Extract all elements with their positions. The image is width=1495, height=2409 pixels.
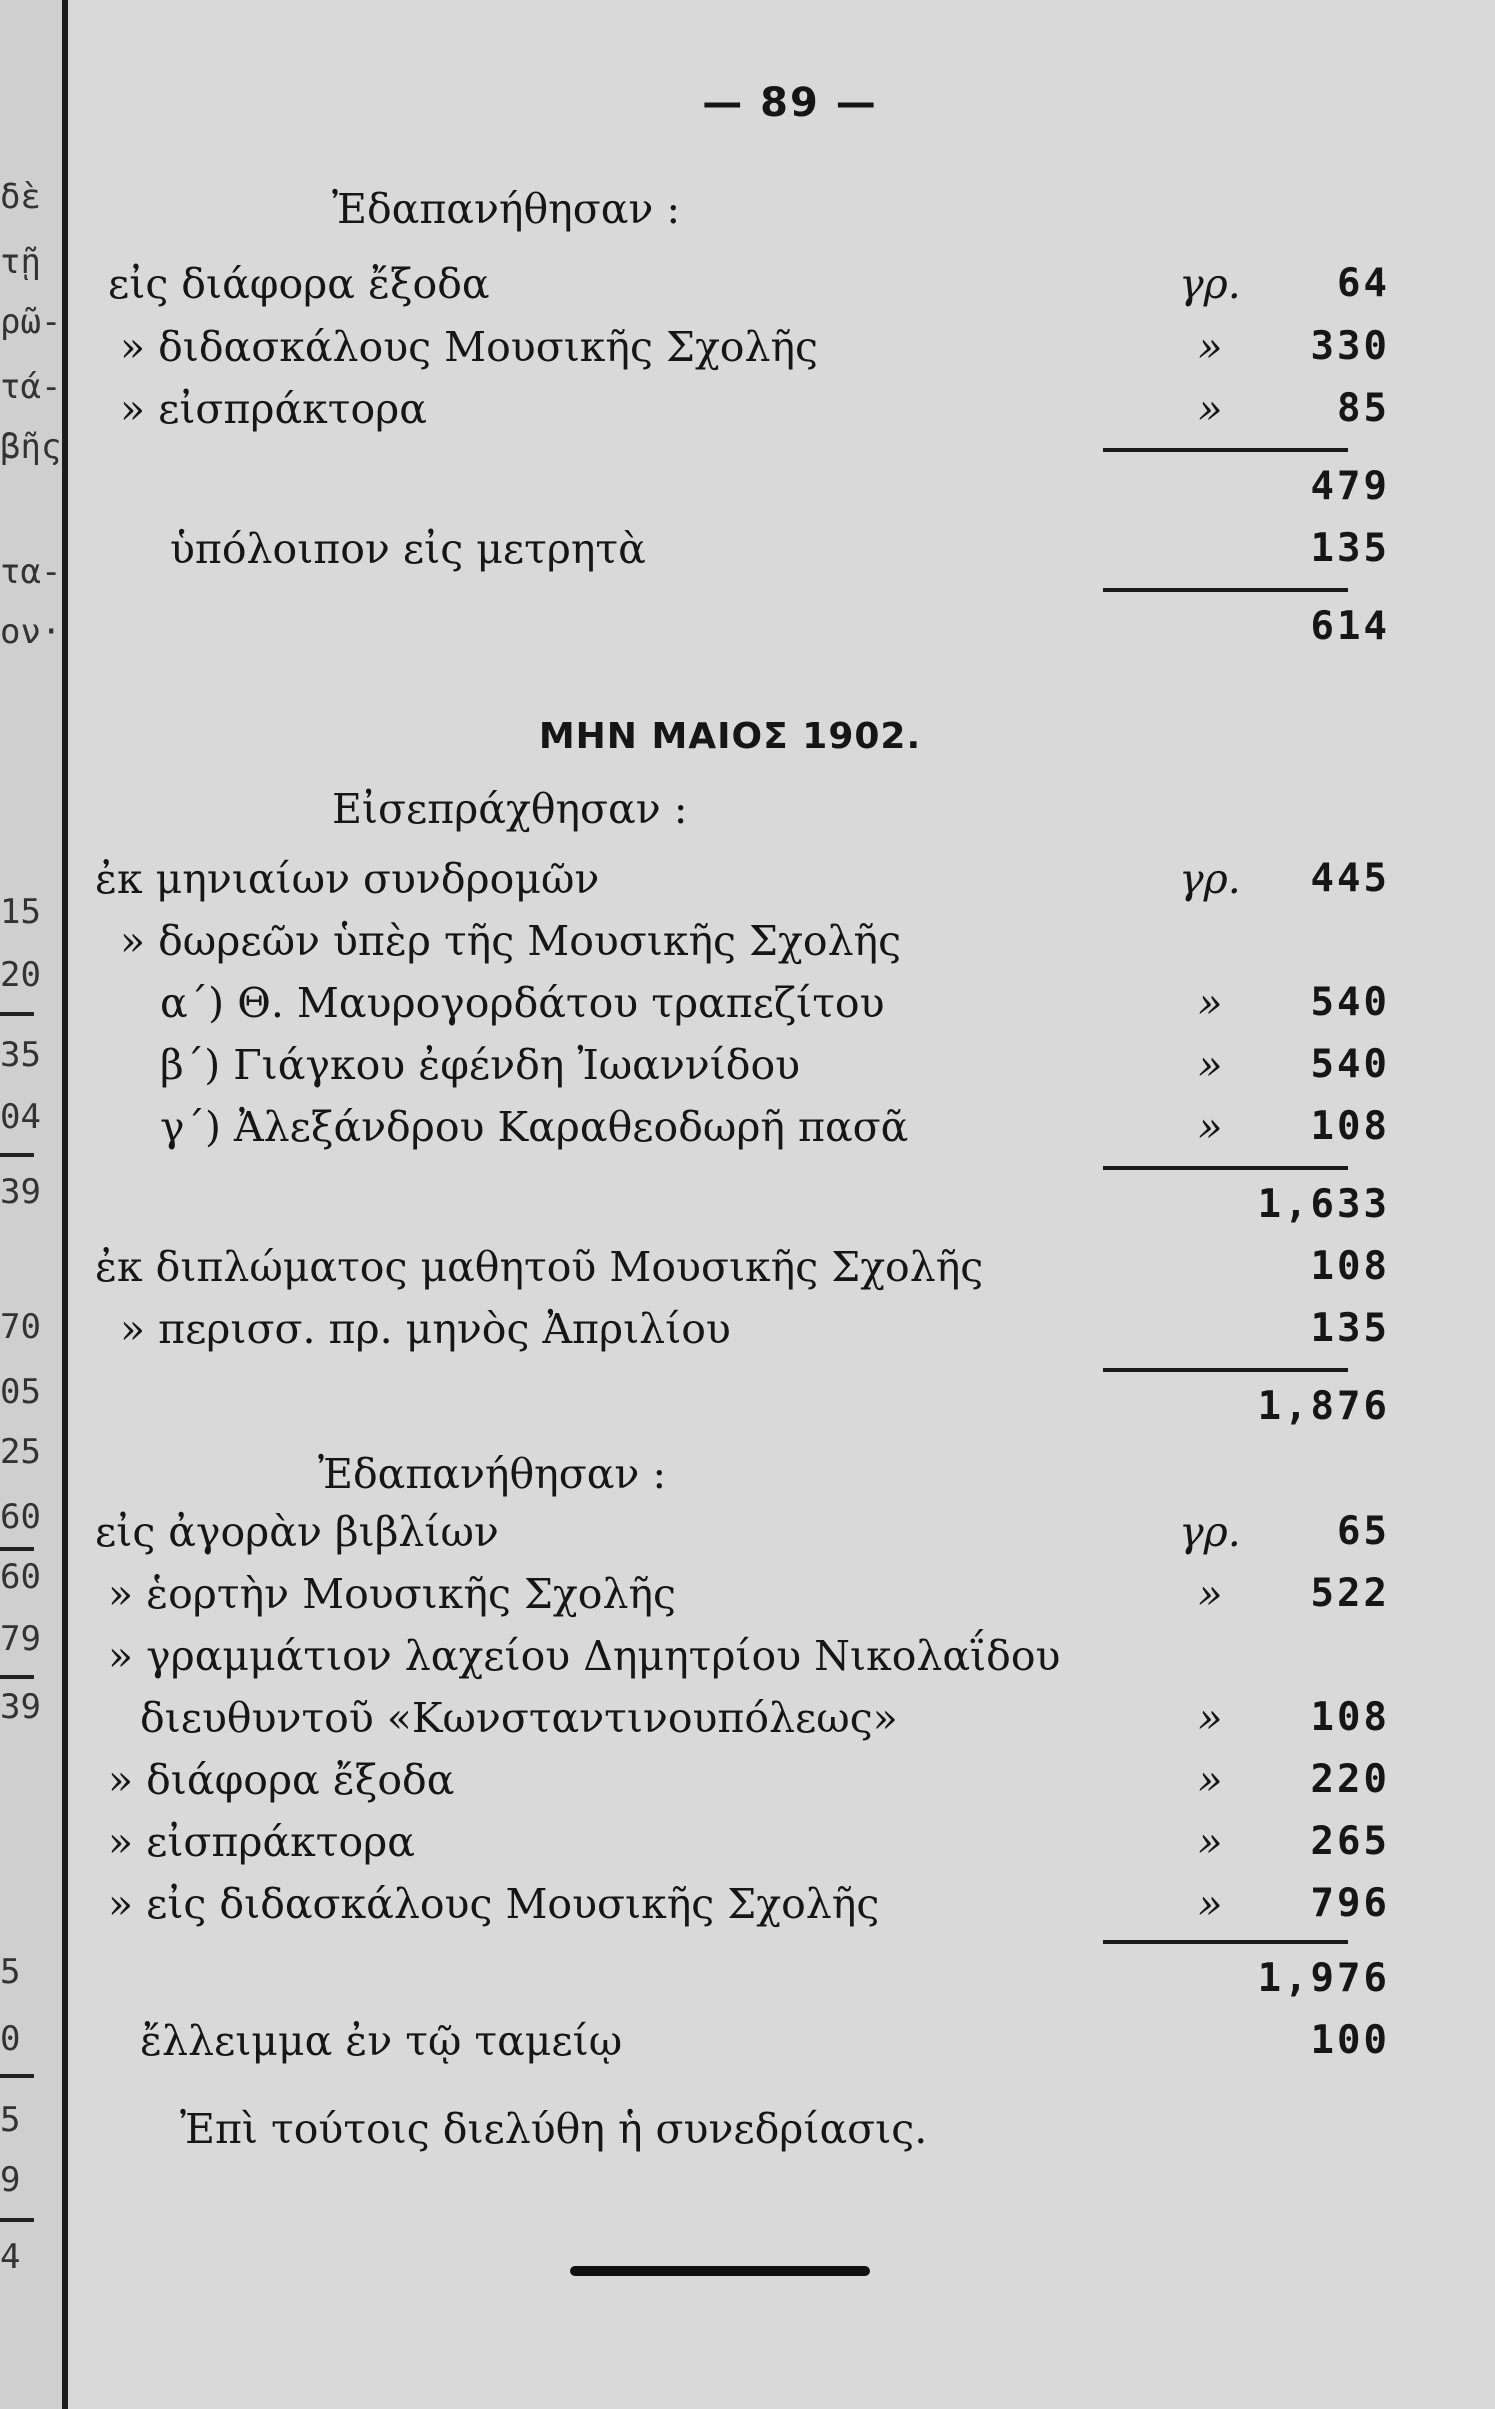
- row-label: » διάφορα ἔξοδα: [108, 1756, 455, 1804]
- closing-text: Ἐπὶ τούτοις διελύθη ἡ συνεδρίασις.: [180, 2105, 928, 2153]
- margin-text: βῆς: [0, 427, 62, 467]
- row-amount: 796: [1310, 1881, 1390, 1926]
- subtotal-row: [70, 1176, 1495, 1234]
- margin-text: 25: [0, 1432, 41, 1472]
- row-label: εἰς ἀγορὰν βιβλίων: [95, 1508, 499, 1556]
- row-amount: 135: [1310, 526, 1390, 571]
- ledger-row: [70, 1751, 1495, 1809]
- row-label: εἰς διάφορα ἔξοδα: [108, 260, 490, 308]
- ledger-row: [70, 974, 1495, 1032]
- subtotal-amount: 479: [1310, 464, 1390, 509]
- ledger-row: [70, 912, 1495, 970]
- row-label: γ΄) Ἀλεξάνδρου Καραθεοδωρῆ πασᾶ: [160, 1103, 909, 1151]
- margin-rule: [0, 1547, 34, 1551]
- margin-text: 70: [0, 1307, 41, 1347]
- ledger-row: [70, 1813, 1495, 1871]
- margin-rule: [0, 1012, 34, 1016]
- row-amount: 265: [1310, 1819, 1390, 1864]
- total-row: [70, 598, 1495, 656]
- margin-text: 4: [0, 2237, 21, 2277]
- heading-text: Ἐδαπανήθησαν :: [332, 185, 681, 233]
- margin-text: 5: [0, 1952, 21, 1992]
- row-amount: 522: [1310, 1571, 1390, 1616]
- row-label: » γραμμάτιον λαχείου Δημητρίου Νικολαΐδου: [108, 1632, 1061, 1680]
- ledger-row: [70, 1627, 1495, 1685]
- row-label: » εἰσπράκτορα: [120, 385, 427, 433]
- row-unit: »: [1197, 323, 1223, 371]
- row-unit: »: [1197, 1756, 1223, 1804]
- ledger-row: [70, 1503, 1495, 1561]
- margin-text: 05: [0, 1372, 41, 1412]
- margin-text: 60: [0, 1497, 41, 1537]
- sum-rule: [1103, 1166, 1348, 1170]
- ledger-row: [70, 255, 1495, 313]
- margin-rule: [0, 1153, 34, 1157]
- total-row: [70, 1950, 1495, 2008]
- margin-text: 39: [0, 1687, 41, 1727]
- row-unit: »: [1197, 979, 1223, 1027]
- margin-text: ρῶ-: [0, 302, 62, 342]
- row-label: β΄) Γιάγκου ἐφένδη Ἰωαννίδου: [160, 1041, 801, 1089]
- income-heading: [70, 780, 1495, 838]
- ledger-row: [70, 850, 1495, 908]
- row-label: ἐκ μηνιαίων συνδρομῶν: [95, 855, 600, 903]
- adjacent-page-margin: [0, 0, 68, 2409]
- row-amount: 220: [1310, 1757, 1390, 1802]
- row-unit: γρ.: [1179, 260, 1241, 308]
- margin-text: 39: [0, 1172, 41, 1212]
- page-number: — 89 —: [702, 80, 878, 126]
- margin-text: τα-: [0, 552, 62, 592]
- margin-text: ον·: [0, 612, 62, 652]
- deficit-row: [70, 2012, 1495, 2070]
- row-unit: »: [1197, 1041, 1223, 1089]
- margin-text: τά-: [0, 367, 62, 407]
- margin-text: 60: [0, 1557, 41, 1597]
- ledger-row: [70, 380, 1495, 438]
- row-label: » δωρεῶν ὑπὲρ τῆς Μουσικῆς Σχολῆς: [120, 917, 902, 965]
- sum-rule: [1103, 1368, 1348, 1372]
- sum-rule: [1103, 1940, 1348, 1944]
- row-amount: 108: [1310, 1695, 1390, 1740]
- heading-text: Εἰσεπράχθησαν :: [332, 785, 688, 833]
- row-amount: 330: [1310, 324, 1390, 369]
- row-label: ὑπόλοιπον εἰς μετρητὰ: [170, 525, 646, 573]
- ledger-row: [70, 1565, 1495, 1623]
- margin-rule: [0, 2074, 34, 2078]
- row-label: » ἑορτὴν Μουσικῆς Σχολῆς: [108, 1570, 676, 1618]
- total-amount: 1,976: [1257, 1956, 1390, 2001]
- row-unit: »: [1197, 1818, 1223, 1866]
- ledger-row: [70, 1875, 1495, 1933]
- row-label: » περισσ. πρ. μηνὸς Ἀπριλίου: [120, 1305, 731, 1353]
- month-heading: ΜΗΝ ΜΑΙΟΣ 1902.: [538, 716, 922, 757]
- heading-text: Ἐδαπανήθησαν :: [318, 1450, 667, 1498]
- margin-rule: [0, 1675, 34, 1679]
- row-amount: 65: [1337, 1509, 1390, 1554]
- expenses-heading: [70, 180, 1495, 238]
- row-label: α΄) Θ. Μαυρογορδάτου τραπεζίτου: [160, 979, 885, 1027]
- row-amount: 108: [1310, 1104, 1390, 1149]
- expenses-heading: [70, 1445, 1495, 1503]
- margin-text: 15: [0, 892, 41, 932]
- row-amount: 100: [1310, 2018, 1390, 2063]
- row-amount: 540: [1310, 980, 1390, 1025]
- subtotal-amount: 1,633: [1257, 1182, 1390, 1227]
- row-label: διευθυντοῦ «Κωνσταντινουπόλεως»: [140, 1694, 898, 1742]
- row-label: ἐκ διπλώματος μαθητοῦ Μουσικῆς Σχολῆς: [95, 1243, 984, 1291]
- row-label: » διδασκάλους Μουσικῆς Σχολῆς: [120, 323, 819, 371]
- sum-rule: [1103, 448, 1348, 452]
- row-unit: »: [1197, 1103, 1223, 1151]
- balance-row: [70, 520, 1495, 578]
- row-label: ἔλλειμμα ἐν τῷ ταμείῳ: [140, 2017, 623, 2065]
- ledger-row: [70, 1300, 1495, 1358]
- margin-text: 35: [0, 1035, 41, 1075]
- margin-text: 5: [0, 2100, 21, 2140]
- ledger-row: [70, 1238, 1495, 1296]
- ledger-row: [70, 318, 1495, 376]
- ledger-row: [70, 1098, 1495, 1156]
- margin-text: 04: [0, 1097, 41, 1137]
- row-label: » εἰς διδασκάλους Μουσικῆς Σχολῆς: [108, 1880, 880, 1928]
- end-rule: [570, 2266, 870, 2276]
- row-unit: γρ.: [1179, 855, 1241, 903]
- margin-text: 9: [0, 2160, 21, 2200]
- row-amount: 64: [1337, 261, 1390, 306]
- margin-rule: [0, 2218, 34, 2222]
- ledger-row: [70, 1689, 1495, 1747]
- month-heading-row: [70, 708, 1495, 766]
- total-amount: 1,876: [1257, 1384, 1390, 1429]
- row-amount: 445: [1310, 856, 1390, 901]
- row-amount: 540: [1310, 1042, 1390, 1087]
- row-unit: »: [1197, 1570, 1223, 1618]
- row-unit: »: [1197, 1694, 1223, 1742]
- row-label: » εἰσπράκτορα: [108, 1818, 415, 1866]
- row-amount: 135: [1310, 1306, 1390, 1351]
- margin-text: 20: [0, 955, 41, 995]
- margin-text: 0: [0, 2019, 21, 2059]
- document-page: [70, 0, 1495, 2409]
- total-amount: 614: [1310, 604, 1390, 649]
- sum-rule: [1103, 588, 1348, 592]
- subtotal-row: [70, 458, 1495, 516]
- row-unit: »: [1197, 385, 1223, 433]
- margin-text: δὲ: [0, 177, 41, 217]
- row-unit: »: [1197, 1880, 1223, 1928]
- row-amount: 108: [1310, 1244, 1390, 1289]
- row-unit: γρ.: [1179, 1508, 1241, 1556]
- total-row: [70, 1378, 1495, 1436]
- margin-text: 79: [0, 1619, 41, 1659]
- row-amount: 85: [1337, 386, 1390, 431]
- margin-text: τῇ: [0, 242, 41, 282]
- closing-row: [70, 2100, 1495, 2158]
- ledger-row: [70, 1036, 1495, 1094]
